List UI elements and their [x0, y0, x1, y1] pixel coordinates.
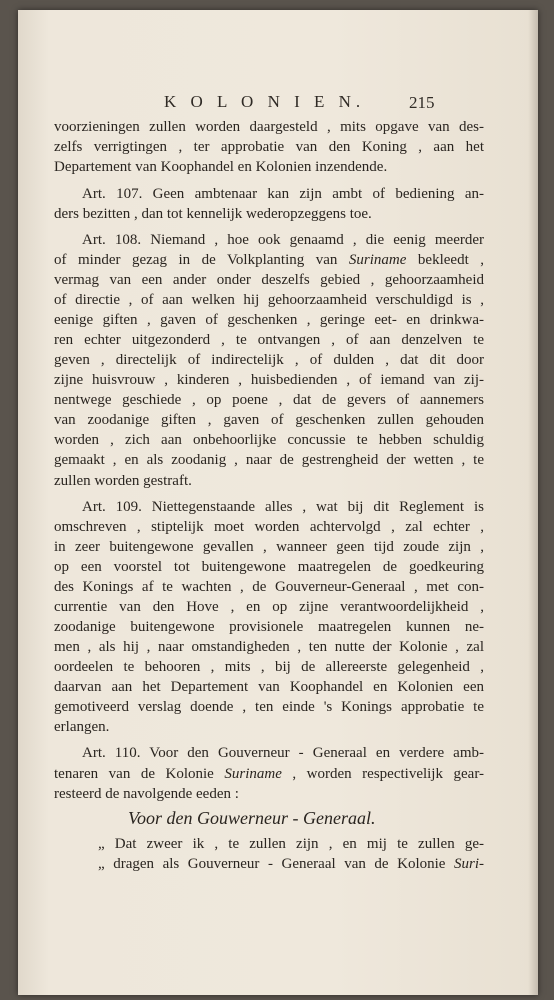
text-line: zelfs verrigtingen , ter approbatie van den Koning , aan het: [54, 139, 484, 155]
text-line: ren echter uitgezonderd , te ontvangen , of aan denzelven te: [54, 332, 484, 348]
text-line: men , als hij , naar omstandigheden , ten nutte der Kolonie , zal: [54, 639, 484, 655]
text-line: tenaren van de Kolonie Suriname , worden respectivelijk gear-: [54, 766, 484, 782]
text-line: Art. 110. Voor den Gouverneur - Generaal en verdere amb-: [82, 745, 484, 761]
text-line: of directie , of aan welken hij gehoorzaamheid verschuldigd is ,: [54, 292, 484, 308]
text-line: zoodanige buitengewone provisionele maatregelen kunnen ne-: [54, 619, 484, 635]
text-line: nentwege geschiede , op poene , dat de gevers of aannemers: [54, 392, 484, 408]
text-line: gemotiveerd verslag doende , ten einde 's Konings approbatie te: [54, 699, 484, 715]
text-line: resteerd de navolgende eeden :: [54, 786, 239, 802]
text-line: des Konings af te wachten , de Gouverneur-Generaal , met con-: [54, 579, 484, 595]
text-line: worden , zich aan onbehoorlijke concussie te hebben schuldig: [54, 432, 484, 448]
text-line: gemaakt , en als zoodanig , naar de gestrengheid der wetten , te: [54, 452, 484, 468]
text-line: Art. 109. Niettegenstaande alles , wat bij dit Reglement is: [82, 499, 484, 515]
text-line: omschreven , stiptelijk moet worden achtervolgd , zal echter ,: [54, 519, 484, 535]
text-line: geven , directelijk of indirectelijk , of dulden , dat dit door: [54, 352, 484, 368]
page-edge-shadow: [528, 10, 538, 995]
running-head: [18, 92, 538, 116]
oath-line: „ dragen als Gouverneur - Generaal van de Kolonie Suri-: [98, 856, 484, 872]
text-line: ders bezitten , dan tot kennelijk wederopzeggens toe.: [54, 206, 372, 222]
text-line: currentie van den Hove , en op zijne verantwoordelijkheid ,: [54, 599, 484, 615]
page-number: 215: [409, 93, 435, 112]
text-line: in zeer buitengewone gevallen , wanneer geen tijd zoude zijn ,: [54, 539, 484, 555]
text-line: Departement van Koophandel en Kolonien inzendende.: [54, 159, 388, 175]
text-line: vermag van een ander onder deszelfs gebied , gehoorzaamheid: [54, 272, 484, 288]
oath-line: „ Dat zweer ik , te zullen zijn , en mij te zullen ge-: [98, 836, 484, 852]
text-line: op een voorstel tot buitengewone maatregelen de goedkeuring: [54, 559, 484, 575]
text-line: zijne huisvrouw , kinderen , huisbedienden , of iemand van zij-: [54, 372, 484, 388]
text-line: of minder gezag in de Volkplanting van Suriname bekleedt ,: [54, 252, 484, 268]
text-line: oordeelen te behooren , mits , bij de allereerste gelegenheid ,: [54, 659, 484, 675]
text-line: daarvan aan het Departement van Koophandel en Kolonien een: [54, 679, 484, 695]
text-line: van zoodanige giften , gaven of geschenken zullen gehouden: [54, 412, 484, 428]
text-line: Art. 107. Geen ambtenaar kan zijn ambt of bediening an-: [82, 186, 484, 202]
section-heading: Voor den Gouwerneur - Generaal.: [128, 808, 376, 828]
text-line: voorzieningen zullen worden daargesteld , mits opgave van des-: [54, 119, 484, 135]
text-line: erlangen.: [54, 719, 110, 735]
text-line: zullen worden gestraft.: [54, 473, 192, 489]
text-line: Art. 108. Niemand , hoe ook genaamd , die eenig meerder: [82, 232, 484, 248]
book-page: [18, 10, 538, 995]
text-line: eenige giften , gaven of geschenken , geringe eet- en drinkwa-: [54, 312, 484, 328]
running-title: K O L O N I E N.: [164, 92, 366, 111]
